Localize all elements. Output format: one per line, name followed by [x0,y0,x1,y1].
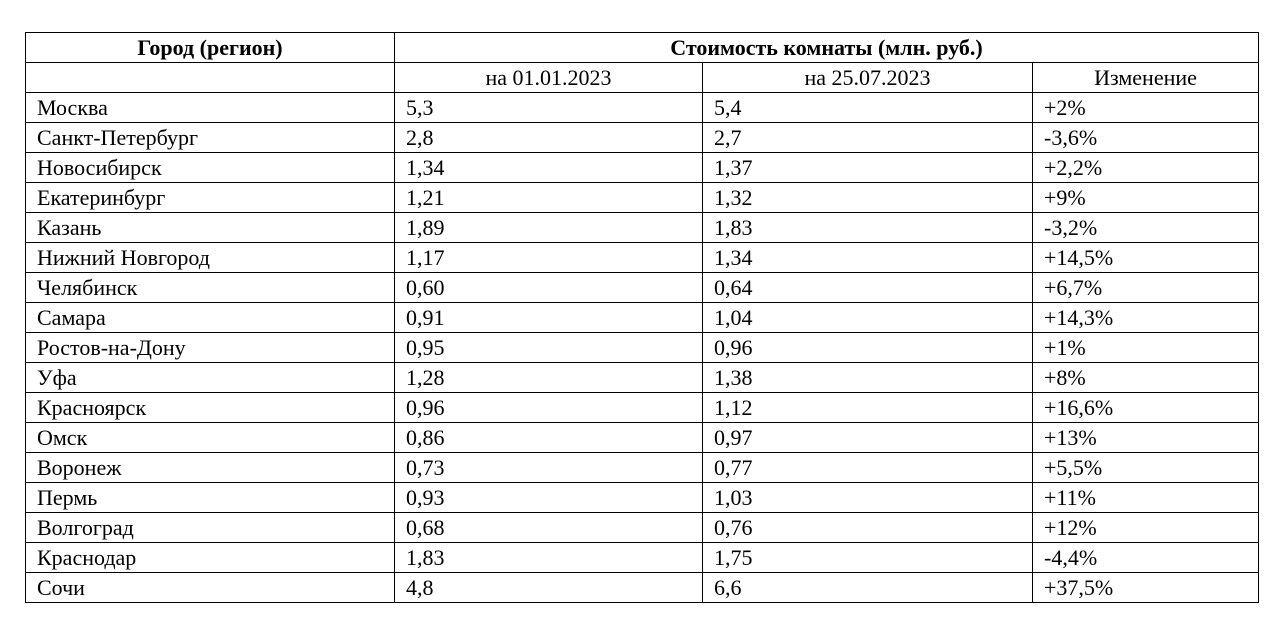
header-city: Город (регион) [26,33,395,63]
cell-value-2023-01-01: 1,17 [395,243,703,273]
cell-value-2023-01-01: 5,3 [395,93,703,123]
cell-city: Ростов-на-Дону [26,333,395,363]
cell-value-2023-01-01: 4,8 [395,573,703,603]
cell-value-2023-07-25: 5,4 [703,93,1033,123]
cell-city: Краснодар [26,543,395,573]
cell-city: Казань [26,213,395,243]
cell-value-2023-01-01: 1,89 [395,213,703,243]
cell-change: +37,5% [1033,573,1259,603]
cell-value-2023-01-01: 1,28 [395,363,703,393]
cell-change: +1% [1033,333,1259,363]
cell-change: +13% [1033,423,1259,453]
cell-city: Пермь [26,483,395,513]
table-row [26,213,1259,243]
header-row-main [26,33,1259,63]
table-row [26,153,1259,183]
cell-value-2023-01-01: 1,83 [395,543,703,573]
cell-value-2023-07-25: 1,34 [703,243,1033,273]
cell-city: Воронеж [26,453,395,483]
room-price-table [25,32,1259,603]
cell-change: +14,3% [1033,303,1259,333]
header-city-empty [26,63,395,93]
cell-value-2023-07-25: 1,12 [703,393,1033,423]
cell-city: Самара [26,303,395,333]
cell-value-2023-01-01: 0,91 [395,303,703,333]
cell-value-2023-01-01: 0,93 [395,483,703,513]
cell-change: -3,2% [1033,213,1259,243]
header-row-sub [26,63,1259,93]
cell-value-2023-01-01: 0,68 [395,513,703,543]
table-row [26,123,1259,153]
table-row [26,423,1259,453]
cell-city: Нижний Новгород [26,243,395,273]
cell-city: Омск [26,423,395,453]
cell-change: +2% [1033,93,1259,123]
table-row [26,93,1259,123]
cell-city: Сочи [26,573,395,603]
cell-city: Красноярск [26,393,395,423]
cell-change: +6,7% [1033,273,1259,303]
table-row [26,543,1259,573]
cell-value-2023-07-25: 1,83 [703,213,1033,243]
table-body [26,93,1259,603]
cell-change: +11% [1033,483,1259,513]
cell-value-2023-07-25: 0,76 [703,513,1033,543]
cell-change: +9% [1033,183,1259,213]
cell-value-2023-07-25: 0,64 [703,273,1033,303]
cell-value-2023-07-25: 0,97 [703,423,1033,453]
cell-city: Уфа [26,363,395,393]
table-row [26,483,1259,513]
cell-value-2023-01-01: 0,86 [395,423,703,453]
cell-value-2023-07-25: 1,38 [703,363,1033,393]
table-row [26,273,1259,303]
cell-change: +16,6% [1033,393,1259,423]
cell-value-2023-07-25: 6,6 [703,573,1033,603]
cell-value-2023-01-01: 1,34 [395,153,703,183]
table-row [26,243,1259,273]
cell-value-2023-01-01: 1,21 [395,183,703,213]
table-row [26,183,1259,213]
cell-change: +2,2% [1033,153,1259,183]
table-header [26,33,1259,93]
cell-value-2023-01-01: 0,95 [395,333,703,363]
header-date2: на 25.07.2023 [703,63,1033,93]
cell-city: Челябинск [26,273,395,303]
cell-city: Екатеринбург [26,183,395,213]
header-change: Изменение [1033,63,1259,93]
table-row [26,363,1259,393]
header-date1: на 01.01.2023 [395,63,703,93]
cell-value-2023-07-25: 1,04 [703,303,1033,333]
cell-value-2023-07-25: 0,77 [703,453,1033,483]
cell-value-2023-01-01: 0,73 [395,453,703,483]
table-row [26,573,1259,603]
cell-change: -4,4% [1033,543,1259,573]
cell-change: -3,6% [1033,123,1259,153]
cell-value-2023-01-01: 2,8 [395,123,703,153]
table-row [26,333,1259,363]
header-cost: Стоимость комнаты (млн. руб.) [395,33,1259,63]
cell-change: +14,5% [1033,243,1259,273]
cell-city: Москва [26,93,395,123]
cell-value-2023-07-25: 1,75 [703,543,1033,573]
cell-change: +12% [1033,513,1259,543]
cell-city: Санкт-Петербург [26,123,395,153]
cell-value-2023-07-25: 1,37 [703,153,1033,183]
cell-value-2023-07-25: 2,7 [703,123,1033,153]
cell-city: Новосибирск [26,153,395,183]
cell-value-2023-07-25: 1,32 [703,183,1033,213]
cell-change: +8% [1033,363,1259,393]
cell-value-2023-01-01: 0,96 [395,393,703,423]
cell-value-2023-01-01: 0,60 [395,273,703,303]
cell-value-2023-07-25: 1,03 [703,483,1033,513]
cell-change: +5,5% [1033,453,1259,483]
cell-value-2023-07-25: 0,96 [703,333,1033,363]
table-row [26,453,1259,483]
table-row [26,513,1259,543]
table-row [26,393,1259,423]
cell-city: Волгоград [26,513,395,543]
table-row [26,303,1259,333]
